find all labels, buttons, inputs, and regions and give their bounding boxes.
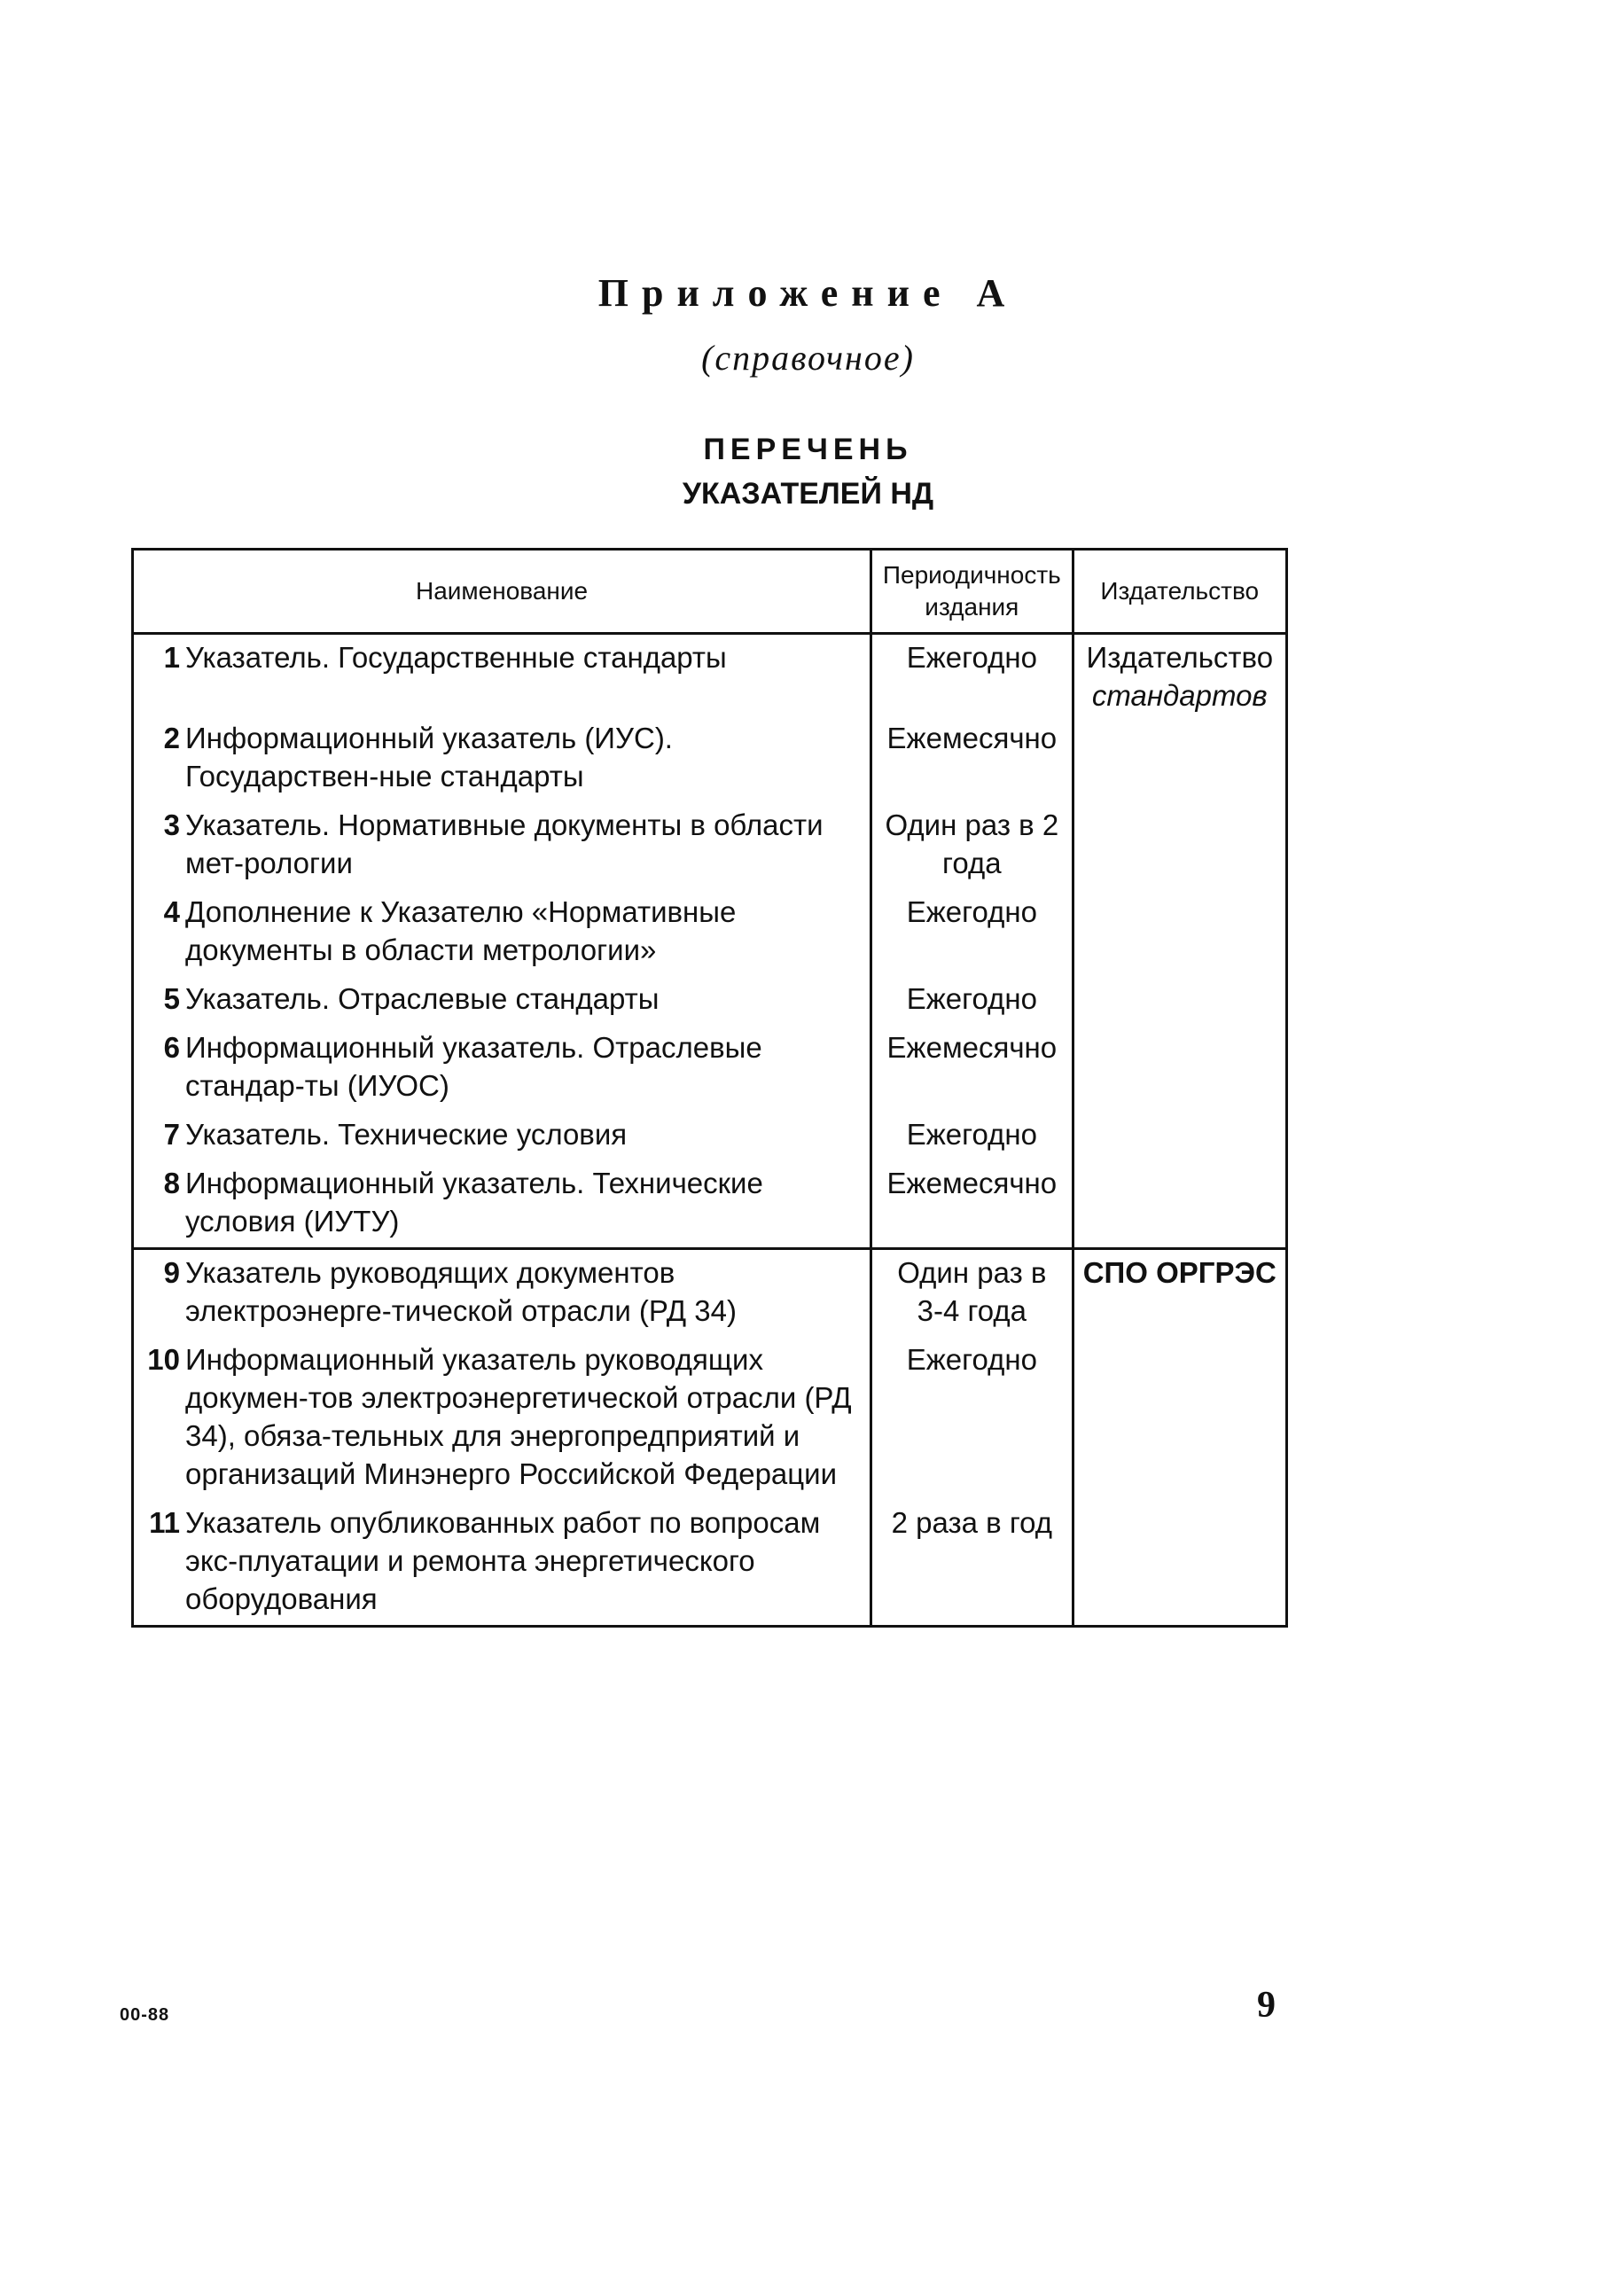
row-name: Указатель. Государственные стандарты bbox=[185, 641, 727, 674]
period-cell: Ежемесячно bbox=[871, 1160, 1073, 1249]
period-cell: Ежегодно bbox=[871, 1337, 1073, 1500]
name-cell bbox=[133, 889, 871, 976]
list-subtitle: УКАЗАТЕЛЕЙ НД bbox=[682, 477, 934, 511]
row-name: Информационный указатель. Отраслевые стандар-ты (ИУОС) bbox=[185, 1031, 762, 1102]
row-name: Информационный указатель руководящих докумен-тов электроэнергетической отрасли (РД 34), обяза-тельных для энергопредприятий и организаций Минэнерго Российской Федерации bbox=[185, 1343, 852, 1490]
row-number: 7 bbox=[163, 1118, 180, 1151]
table-row bbox=[133, 1249, 1287, 1338]
appendix-note: (справочное) bbox=[701, 338, 915, 378]
publisher-cell bbox=[1073, 634, 1286, 1249]
row-name: Указатель опубликованных работ по вопросам экс-плуатации и ремонта энергетического оборудования bbox=[185, 1506, 821, 1615]
row-name: Указатель руководящих документов электроэнерге-тической отрасли (РД 34) bbox=[185, 1256, 737, 1327]
period-cell: Ежегодно bbox=[871, 976, 1073, 1025]
publisher-line: СПО ОРГРЭС bbox=[1082, 1256, 1276, 1289]
row-number: 11 bbox=[149, 1506, 180, 1539]
row-number: 1 bbox=[163, 641, 180, 674]
name-cell bbox=[133, 1160, 871, 1249]
name-cell bbox=[133, 1112, 871, 1160]
name-cell bbox=[133, 802, 871, 889]
row-name: Указатель. Нормативные документы в области мет-рологии bbox=[185, 808, 824, 879]
period-cell: Один раз в 3-4 года bbox=[871, 1249, 1073, 1338]
name-cell bbox=[133, 1337, 871, 1500]
row-number: 10 bbox=[147, 1343, 180, 1376]
period-cell: Ежемесячно bbox=[871, 1025, 1073, 1112]
footer-code: 00-88 bbox=[120, 2005, 170, 2025]
name-cell bbox=[133, 1249, 871, 1338]
period-cell: Ежегодно bbox=[871, 1112, 1073, 1160]
period-cell: Ежегодно bbox=[871, 634, 1073, 716]
name-cell bbox=[133, 1025, 871, 1112]
row-number: 5 bbox=[163, 982, 180, 1015]
name-cell bbox=[133, 715, 871, 802]
publisher-line: Издательство bbox=[1086, 641, 1274, 674]
row-number: 9 bbox=[163, 1256, 180, 1289]
publisher-line: стандартов bbox=[1091, 679, 1268, 712]
column-header-period: Периодичность издания bbox=[871, 550, 1073, 634]
appendix-title: Приложение А bbox=[597, 271, 1019, 315]
row-number: 2 bbox=[163, 722, 180, 754]
row-name: Информационный указатель (ИУС). Государствен-ные стандарты bbox=[185, 722, 673, 793]
name-cell bbox=[133, 1500, 871, 1627]
table-header-row bbox=[133, 550, 1287, 634]
row-number: 3 bbox=[163, 808, 180, 841]
publisher-cell bbox=[1073, 1249, 1286, 1627]
list-title: ПЕРЕЧЕНЬ bbox=[703, 433, 913, 466]
period-cell: Ежегодно bbox=[871, 889, 1073, 976]
row-name: Указатель. Технические условия bbox=[185, 1118, 628, 1151]
table-row bbox=[133, 634, 1287, 716]
column-header-publisher: Издательство bbox=[1073, 550, 1286, 634]
index-table bbox=[131, 548, 1288, 1628]
row-number: 4 bbox=[163, 895, 180, 928]
period-cell: Ежемесячно bbox=[871, 715, 1073, 802]
row-number: 8 bbox=[163, 1167, 180, 1199]
name-cell bbox=[133, 976, 871, 1025]
row-name: Указатель. Отраслевые стандарты bbox=[185, 982, 660, 1015]
column-header-name: Наименование bbox=[133, 550, 871, 634]
row-name: Дополнение к Указателю «Нормативные документы в области метрологии» bbox=[185, 895, 737, 966]
page-number: 9 bbox=[1257, 1985, 1276, 2026]
row-number: 6 bbox=[163, 1031, 180, 1064]
name-cell bbox=[133, 634, 871, 716]
row-name: Информационный указатель. Технические условия (ИУТУ) bbox=[185, 1167, 763, 1238]
period-cell: 2 раза в год bbox=[871, 1500, 1073, 1627]
period-cell: Один раз в 2 года bbox=[871, 802, 1073, 889]
